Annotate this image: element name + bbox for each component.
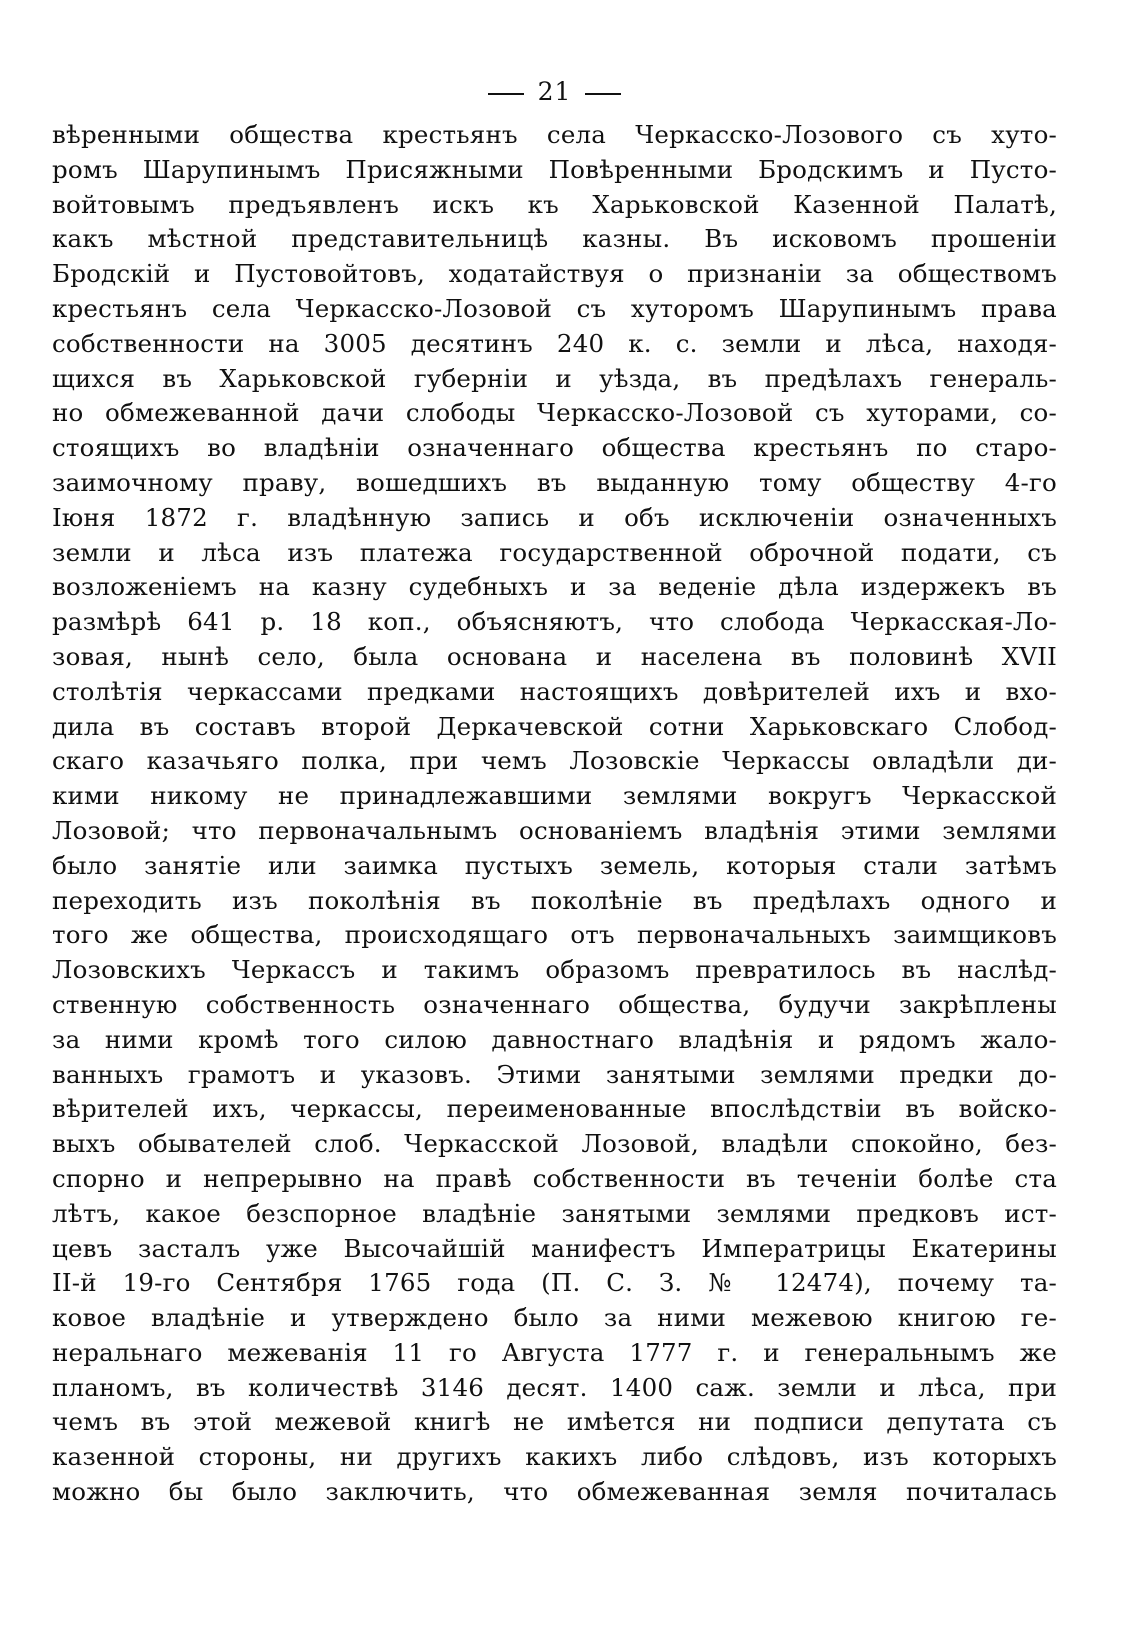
text-line: крестьянъ села Черкасско-Лозовой съ хуторомъ Шарупинымъ права xyxy=(52,293,1057,323)
text-line: ковое владѣніе и утверждено было за ними межевою книгою ге- xyxy=(52,1303,1057,1333)
text-line: Іюня 1872 г. владѣнную запись и объ исключеніи означенныхъ xyxy=(52,502,1057,532)
text-line: какъ мѣстной представительницѣ казны. Въ исковомъ прошеніи xyxy=(52,224,1057,254)
text-line: казенной стороны, ни другихъ какихъ либо слѣдовъ, изъ которыхъ xyxy=(52,1442,1057,1472)
text-line: скаго казачьяго полка, при чемъ Лозовскіе Черкассы овладѣли ди- xyxy=(52,746,1057,776)
document-page xyxy=(52,70,1057,1510)
text-line: ромъ Шарупинымъ Присяжными Повѣренными Бродскимъ и Пусто- xyxy=(52,154,1057,184)
body-text xyxy=(52,118,1057,1510)
text-line: Лозовой; что первоначальнымъ основаніемъ владѣнія этими землями xyxy=(52,815,1057,845)
text-line: чемъ въ этой межевой книгѣ не имѣется ни подписи депутата съ xyxy=(52,1407,1057,1437)
text-line: ванныхъ грамотъ и указовъ. Этими занятыми землями предки до- xyxy=(52,1059,1057,1089)
text-line: зовая, нынѣ село, была основана и населена въ половинѣ XVII xyxy=(52,641,1057,671)
text-line: заимочному праву, вошедшихъ въ выданную тому обществу 4-го xyxy=(52,467,1057,497)
text-line: стоящихъ во владѣніи означеннаго общества крестьянъ по старо- xyxy=(52,433,1057,463)
text-line: за ними кромѣ того силою давностнаго владѣнія и рядомъ жало- xyxy=(52,1024,1057,1054)
text-line: столѣтія черкассами предками настоящихъ довѣрителей ихъ и вхо- xyxy=(52,676,1057,706)
text-line: размѣрѣ 641 р. 18 коп., объясняютъ, что слобода Черкасская-Ло- xyxy=(52,607,1057,637)
text-line: лѣтъ, какое безспорное владѣніе занятыми землями предковъ ист- xyxy=(52,1198,1057,1228)
text-line: можно бы было заключить, что обмежеванная земля почиталась xyxy=(52,1477,1057,1507)
left-dash xyxy=(488,93,524,95)
text-line: спорно и непрерывно на правѣ собственности въ теченіи болѣе ста xyxy=(52,1163,1057,1193)
text-line: собственности на 3005 десятинъ 240 к. с. земли и лѣса, находя- xyxy=(52,328,1057,358)
right-dash xyxy=(585,93,621,95)
text-line: возложеніемъ на казну судебныхъ и за веденіе дѣла издержекъ въ xyxy=(52,572,1057,602)
text-line: земли и лѣса изъ платежа государственной оброчной подати, съ xyxy=(52,537,1057,567)
text-line: планомъ, въ количествѣ 3146 десят. 1400 саж. земли и лѣса, при xyxy=(52,1372,1057,1402)
text-line: вѣрителей ихъ, черкассы, переименованные впослѣдствіи въ войско- xyxy=(52,1094,1057,1124)
text-line: щихся въ Харьковской губерніи и уѣзда, въ предѣлахъ генераль- xyxy=(52,363,1057,393)
text-line: войтовымъ предъявленъ искъ къ Харьковской Казенной Палатѣ, xyxy=(52,189,1057,219)
text-line: кими никому не принадлежавшими землями вокругъ Черкасской xyxy=(52,781,1057,811)
text-line: дила въ составъ второй Деркачевской сотни Харьковскаго Слобод- xyxy=(52,711,1057,741)
text-line: переходить изъ поколѣнія въ поколѣніе въ предѣлахъ одного и xyxy=(52,885,1057,915)
text-line: Лозовскихъ Черкассъ и такимъ образомъ превратилось въ наслѣд- xyxy=(52,955,1057,985)
text-line: II-й 19-го Сентября 1765 года (П. С. З. № 12474), почему та- xyxy=(52,1268,1057,1298)
text-line: вѣренными общества крестьянъ села Черкасско-Лозового съ хуто- xyxy=(52,120,1057,149)
text-line: но обмежеванной дачи слободы Черкасско-Лозовой съ хуторами, со- xyxy=(52,398,1057,428)
page-header xyxy=(52,70,1057,114)
text-line: выхъ обывателей слоб. Черкасской Лозовой, владѣли спокойно, без- xyxy=(52,1129,1057,1159)
text-line: цевъ засталъ уже Высочайшій манифестъ Императрицы Екатерины xyxy=(52,1233,1057,1263)
text-line: было занятіе или заимка пустыхъ земель, которыя стали затѣмъ xyxy=(52,850,1057,880)
text-line: неральнаго межеванія 11 го Августа 1777 г. и генеральнымъ же xyxy=(52,1337,1057,1367)
page-number: 21 xyxy=(537,77,572,106)
text-line: ственную собственность означеннаго общества, будучи закрѣплены xyxy=(52,989,1057,1019)
text-line: того же общества, происходящаго отъ первоначальныхъ заимщиковъ xyxy=(52,920,1057,950)
text-line: Бродскій и Пустовойтовъ, ходатайствуя о признаніи за обществомъ xyxy=(52,259,1057,289)
